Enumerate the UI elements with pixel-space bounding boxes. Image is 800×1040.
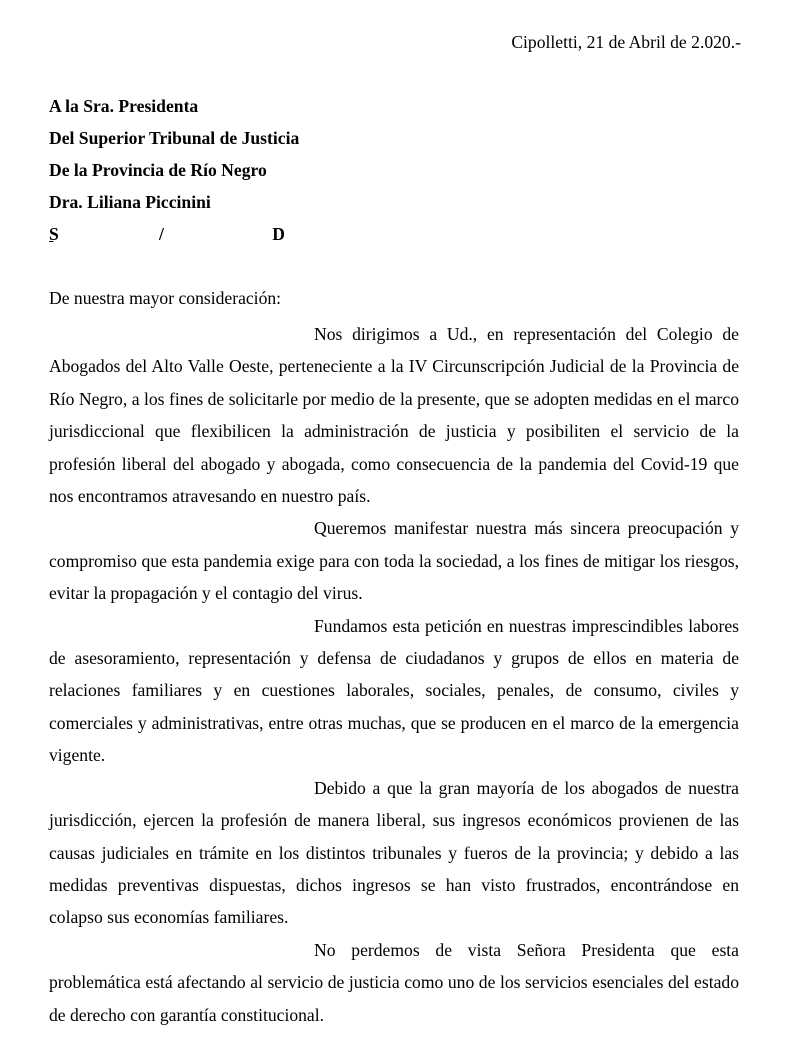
sd-mark-s: S <box>49 224 59 244</box>
body-paragraph: Nos dirigimos a Ud., en representación del Colegio de Abogados del Alto Valle Oeste, perteneciente a la IV Circunscripción Judicial de la Provincia de Río Negro, a los fines de solicitarle por medio de la presente, que se adopten medidas en el marco jurisdiccional que flexibilicen la administración de justicia y posibiliten el servicio de la profesión liberal del abogado y abogada, como consecuencia de la pandemia del Covid-19 que nos encontramos atravesando en nuestro país. <box>49 324 739 507</box>
sd-mark-slash: / <box>159 224 164 244</box>
letter-body <box>49 318 739 1031</box>
sd-mark-d: D <box>272 224 285 244</box>
salutation: De nuestra mayor consideración: <box>49 288 282 308</box>
body-paragraph: Debido a que la gran mayoría de los abogados de nuestra jurisdicción, ejercen la profesión de manera liberal, sus ingresos económicos provienen de las causas judiciales en trámite en los distintos tribunales y fueros de la provincia; y debido a las medidas preventivas dispuestas, dichos ingresos se han visto frustrados, encontrándose en colapso sus economías familiares. <box>49 777 739 928</box>
addressee-block <box>49 94 299 222</box>
date-line: Cipolletti, 21 de Abril de 2.020.- <box>511 32 741 52</box>
addressee-line: De la Provincia de Río Negro <box>49 160 267 180</box>
body-paragraph: No perdemos de vista Señora Presidenta que esta problemática está afectando al servicio de justicia como uno de los servicios esenciales del estado de derecho con garantía constitucional. <box>49 939 739 1025</box>
sd-mark <box>49 222 285 246</box>
body-paragraph: Queremos manifestar nuestra más sincera preocupación y compromiso que esta pandemia exige para con toda la sociedad, a los fines de mitigar los riesgos, evitar la propagación y el contagio del virus. <box>49 518 739 604</box>
body-paragraph: Fundamos esta petición en nuestras imprescindibles labores de asesoramiento, representación y defensa de ciudadanos y grupos de ellos en materia de relaciones familiares y en cuestiones laborales, sociales, penales, de consumo, civiles y comerciales y administrativas, entre otras muchas, que se producen en el marco de la emergencia vigente. <box>49 615 739 766</box>
addressee-line: Dra. Liliana Piccinini <box>49 192 211 212</box>
addressee-line: A la Sra. Presidenta <box>49 96 199 116</box>
addressee-line: Del Superior Tribunal de Justicia <box>49 128 300 148</box>
